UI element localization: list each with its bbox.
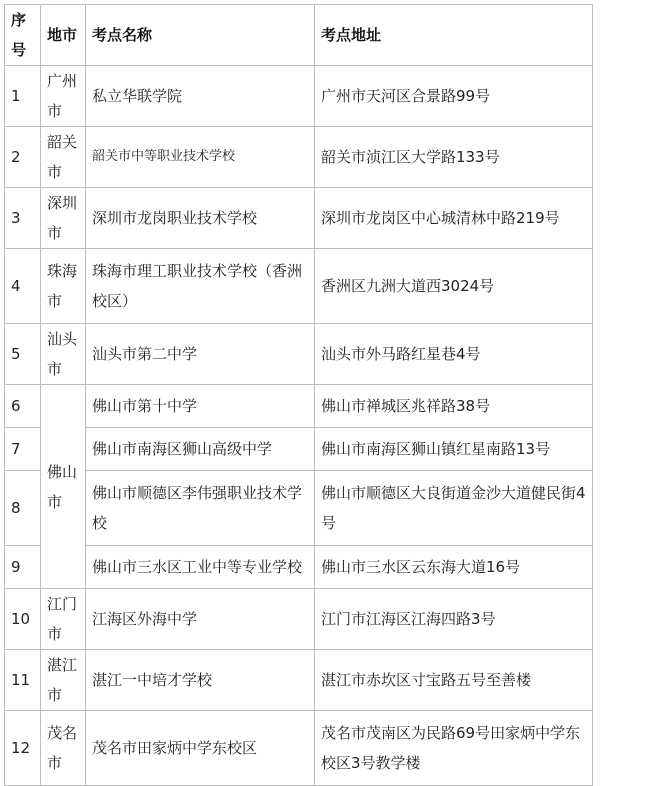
header-city: 地市 bbox=[41, 5, 86, 66]
table-row bbox=[5, 188, 593, 249]
row-index: 10 bbox=[5, 589, 41, 650]
row-city: 佛山市 bbox=[41, 385, 86, 589]
row-index: 7 bbox=[5, 428, 41, 471]
row-address: 茂名市茂南区为民路69号田家炳中学东校区3号教学楼 bbox=[315, 711, 593, 786]
row-name: 佛山市南海区狮山高级中学 bbox=[86, 428, 315, 471]
table-row bbox=[5, 471, 593, 546]
table-row bbox=[5, 589, 593, 650]
header-index: 序号 bbox=[5, 5, 41, 66]
row-index: 11 bbox=[5, 650, 41, 711]
row-name: 茂名市田家炳中学东校区 bbox=[86, 711, 315, 786]
table-row bbox=[5, 324, 593, 385]
table-row bbox=[5, 546, 593, 589]
row-name: 珠海市理工职业技术学校（香洲校区） bbox=[86, 249, 315, 324]
row-city: 江门市 bbox=[41, 589, 86, 650]
row-name: 私立华联学院 bbox=[86, 66, 315, 127]
row-address: 汕头市外马路红星巷4号 bbox=[315, 324, 593, 385]
row-city: 广州市 bbox=[41, 66, 86, 127]
exam-site-table bbox=[4, 4, 593, 786]
row-index: 5 bbox=[5, 324, 41, 385]
row-address: 江门市江海区江海四路3号 bbox=[315, 589, 593, 650]
row-name: 湛江一中培才学校 bbox=[86, 650, 315, 711]
header-row bbox=[5, 5, 593, 66]
header-address: 考点地址 bbox=[315, 5, 593, 66]
row-address: 湛江市赤坎区寸宝路五号至善楼 bbox=[315, 650, 593, 711]
table-row bbox=[5, 249, 593, 324]
table-row bbox=[5, 127, 593, 188]
row-index: 9 bbox=[5, 546, 41, 589]
row-index: 12 bbox=[5, 711, 41, 786]
row-city: 汕头市 bbox=[41, 324, 86, 385]
header-name: 考点名称 bbox=[86, 5, 315, 66]
row-name: 佛山市三水区工业中等专业学校 bbox=[86, 546, 315, 589]
row-index: 2 bbox=[5, 127, 41, 188]
row-city: 茂名市 bbox=[41, 711, 86, 786]
row-address: 香洲区九洲大道西3024号 bbox=[315, 249, 593, 324]
table-row bbox=[5, 66, 593, 127]
row-index: 6 bbox=[5, 385, 41, 428]
table-row bbox=[5, 428, 593, 471]
row-name: 汕头市第二中学 bbox=[86, 324, 315, 385]
row-name: 佛山市顺德区李伟强职业技术学校 bbox=[86, 471, 315, 546]
table-row bbox=[5, 650, 593, 711]
row-index: 1 bbox=[5, 66, 41, 127]
row-address: 深圳市龙岗区中心城清林中路219号 bbox=[315, 188, 593, 249]
row-index: 4 bbox=[5, 249, 41, 324]
row-index: 8 bbox=[5, 471, 41, 546]
row-name: 佛山市第十中学 bbox=[86, 385, 315, 428]
row-name: 深圳市龙岗职业技术学校 bbox=[86, 188, 315, 249]
row-address: 广州市天河区合景路99号 bbox=[315, 66, 593, 127]
row-name: 江海区外海中学 bbox=[86, 589, 315, 650]
row-city: 韶关市 bbox=[41, 127, 86, 188]
table-row bbox=[5, 385, 593, 428]
row-city: 湛江市 bbox=[41, 650, 86, 711]
table-row bbox=[5, 711, 593, 786]
row-name: 韶关市中等职业技术学校 bbox=[86, 127, 315, 188]
row-city: 珠海市 bbox=[41, 249, 86, 324]
row-city: 深圳市 bbox=[41, 188, 86, 249]
row-address: 佛山市三水区云东海大道16号 bbox=[315, 546, 593, 589]
row-address: 佛山市禅城区兆祥路38号 bbox=[315, 385, 593, 428]
row-address: 韶关市浈江区大学路133号 bbox=[315, 127, 593, 188]
row-address: 佛山市南海区狮山镇红星南路13号 bbox=[315, 428, 593, 471]
row-address: 佛山市顺德区大良街道金沙大道健民街4号 bbox=[315, 471, 593, 546]
row-index: 3 bbox=[5, 188, 41, 249]
